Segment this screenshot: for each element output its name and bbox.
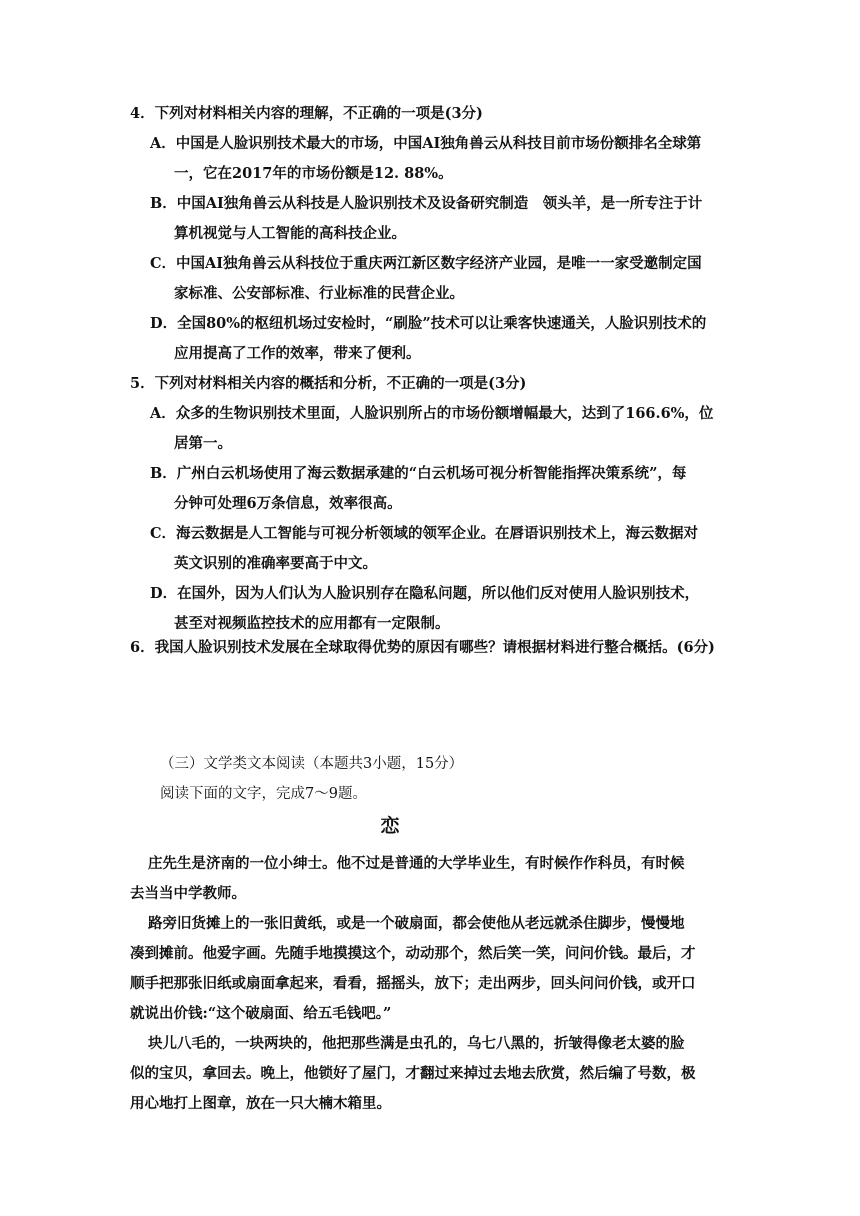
story-p3-line1: 块儿八毛的，一块两块的，他把那些满是虫孔的，乌七八黑的，折皱得像老太婆的脸: [148, 1035, 685, 1052]
q5-option-b-line1: B．广州白云机场使用了海云数据承建的“白云机场可视分析智能指挥决策系统”，每: [150, 465, 687, 482]
q5-option-d-line2: 甚至对视频监控技术的应用都有一定限制。: [174, 615, 450, 632]
q5-option-d-line1: D．在国外，因为人们认为人脸识别存在隐私问题，所以他们反对使用人脸识别技术，: [150, 585, 700, 602]
story-p1-line1: 庄先生是济南的一位小绅士。他不过是普通的大学毕业生，有时候作作科员，有时候: [148, 855, 685, 872]
section-instruction: 阅读下面的文字，完成7～9题。: [160, 786, 367, 802]
q5-option-c-line2: 英文识别的准确率要高于中文。: [174, 555, 377, 572]
q5-option-b-line2: 分钟可处理6万条信息，效率很高。: [174, 495, 402, 512]
story-title: 恋: [380, 815, 400, 837]
q4-option-a-line1: A．中国是人脸识别技术最大的市场，中国AI独角兽云从科技目前市场份额排名全球第: [150, 135, 702, 152]
q4-option-c-line2: 家标准、公安部标准、行业标准的民营企业。: [174, 285, 464, 302]
story-p2-line2: 凑到摊前。他爱字画。先随手地摸摸这个，动动那个，然后笑一笑，问问价钱。最后，才: [130, 945, 696, 962]
story-p2-line1: 路旁旧货摊上的一张旧黄纸，或是一个破扇面，都会使他从老远就杀住脚步，慢慢地: [148, 915, 685, 932]
q6-stem: 6．我国人脸识别技术发展在全球取得优势的原因有哪些？请根据材料进行整合概括。(6分): [130, 639, 715, 656]
q4-option-a-line2: 一，它在2017年的市场份额是12. 88%。: [174, 165, 453, 182]
story-p3-line2: 似的宝贝，拿回去。晚上，他锁好了屋门，才翻过来掉过去地去欣赏，然后编了号数，极: [130, 1065, 696, 1082]
story-p2-line4: 就说出价钱:“这个破扇面、给五毛钱吧。”: [130, 1005, 392, 1022]
q4-option-d-line2: 应用提高了工作的效率，带来了便利。: [174, 345, 421, 362]
story-p2-line3: 顺手把那张旧纸或扇面拿起来，看看，摇摇头，放下；走出两步，回头问问价钱，或开口: [130, 975, 696, 992]
section-heading: （三）文学类文本阅读（本题共3小题，15分）: [160, 756, 464, 772]
q5-stem: 5．下列对材料相关内容的概括和分析，不正确的一项是(3分): [130, 375, 527, 392]
story-p1-line2: 去当当中学教师。: [130, 885, 246, 902]
q5-option-a-line1: A．众多的生物识别技术里面，人脸识别所占的市场份额增幅最大，达到了166.6%，位: [150, 405, 714, 422]
q4-option-b-line2: 算机视觉与人工智能的高科技企业。: [174, 225, 406, 242]
story-p3-line3: 用心地打上图章，放在一只大楠木箱里。: [130, 1095, 391, 1112]
q4-stem: 4．下列对材料相关内容的理解，不正确的一项是(3分): [130, 105, 483, 122]
q4-option-c-line1: C．中国AI独角兽云从科技位于重庆两江新区数字经济产业园，是唯一一家受邀制定国: [150, 255, 702, 272]
q4-option-d-line1: D．全国80%的枢纽机场过安检时，“刷脸”技术可以让乘客快速通关，人脸识别技术的: [150, 315, 707, 332]
q4-option-b-line1: B．中国AI独角兽云从科技是人脸识别技术及设备研究制造 领头羊，是一所专注于计: [150, 195, 703, 212]
q5-option-a-line2: 居第一。: [174, 435, 232, 452]
q5-option-c-line1: C．海云数据是人工智能与可视分析领域的领军企业。在唇语识别技术上，海云数据对: [150, 525, 699, 542]
